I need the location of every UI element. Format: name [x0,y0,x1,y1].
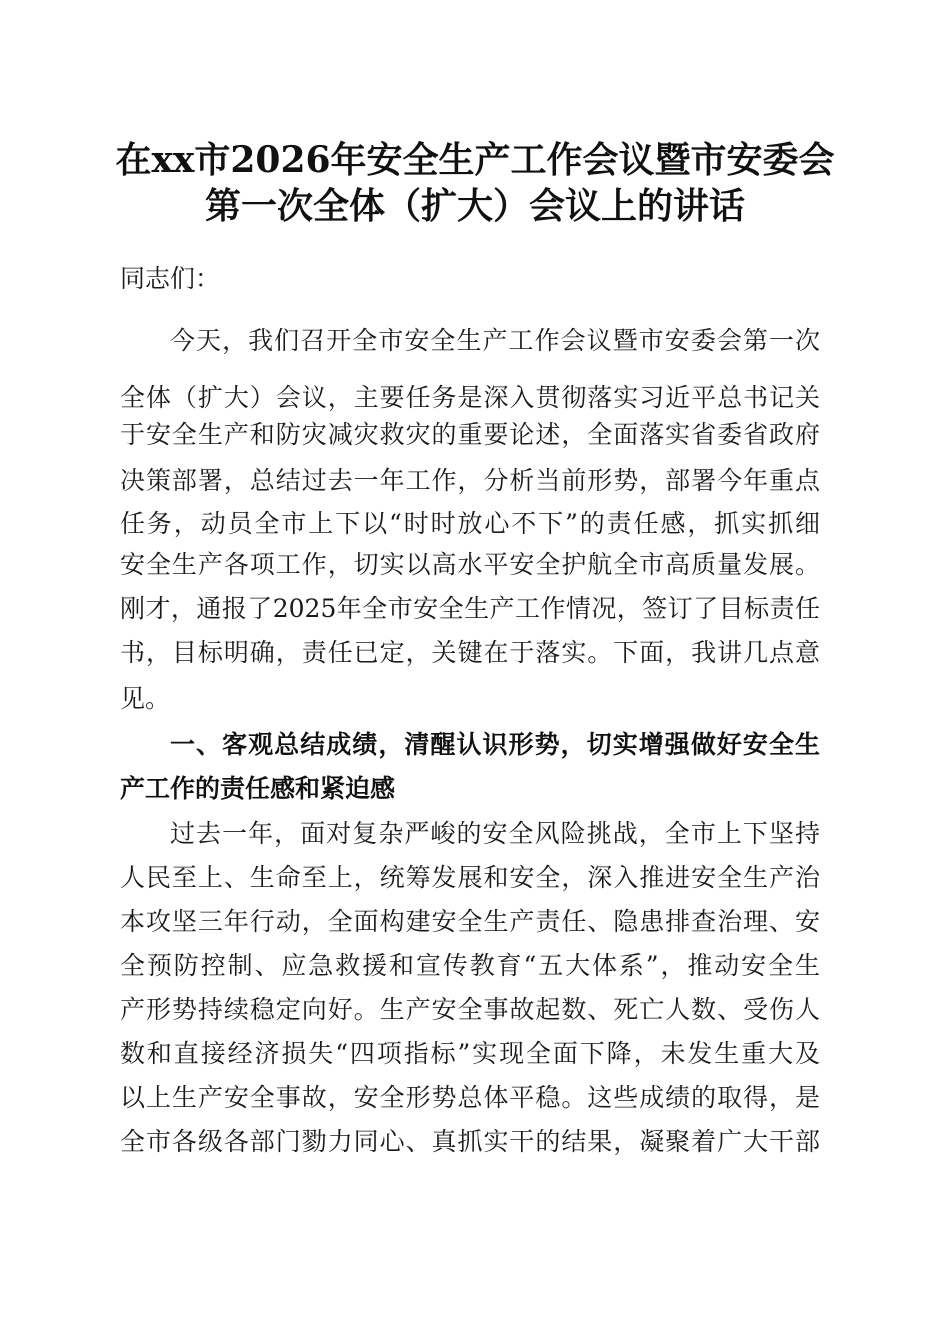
section-1-heading-line-2: 产工作的责任感和紧迫感 [120,774,396,803]
intro-line: 见。 [120,684,171,713]
section-1-line: 产形势持续稳定向好。生产安全事故起数、死亡人数、受伤人 [120,995,820,1024]
intro-line: 安全生产各项工作，切实以高水平安全护航全市高质量发展。 [120,550,820,579]
intro-line: 于安全生产和防灾减灾救灾的重要论述，全面落实省委省政府 [120,420,820,449]
section-1-line: 过去一年，面对复杂严峻的安全风险挑战，全市上下坚持 [170,819,820,848]
intro-line: 刚才，通报了2025年全市安全生产工作情况，签订了目标责任 [120,594,820,623]
intro-line: 全体（扩大）会议，主要任务是深入贯彻落实习近平总书记关 [120,383,820,412]
intro-line: 今天，我们召开全市安全生产工作会议暨市安委会第一次 [170,326,820,355]
intro-line: 决策部署，总结过去一年工作，分析当前形势，部署今年重点 [120,466,820,495]
intro-line: 书，目标明确，责任已定，关键在于落实。下面，我讲几点意 [120,638,820,667]
section-1-heading-line-1: 一、客观总结成绩，清醒认识形势，切实增强做好安全生 [170,730,820,759]
document-title-line-1: 在xx市2026年安全生产工作会议暨市安委会 [115,139,835,181]
document-title-line-2: 第一次全体（扩大）会议上的讲话 [204,185,745,227]
section-1-line: 以上生产安全事故，安全形势总体平稳。这些成绩的取得，是 [120,1083,820,1112]
salutation: 同志们： [120,264,221,293]
section-1-line: 人民至上、生命至上，统筹发展和安全，深入推进安全生产治 [120,863,820,892]
intro-line: 任务，动员全市上下以“时时放心不下”的责任感，抓实抓细 [120,509,820,538]
section-1-line: 全市各级各部门勠力同心、真抓实干的结果，凝聚着广大干部 [120,1127,820,1156]
section-1-line: 全预防控制、应急救援和宣传教育“五大体系”，推动安全生 [120,951,820,980]
section-1-line: 数和直接经济损失“四项指标”实现全面下降，未发生重大及 [120,1039,820,1068]
section-1-line: 本攻坚三年行动，全面构建安全生产责任、隐患排查治理、安 [120,907,820,936]
